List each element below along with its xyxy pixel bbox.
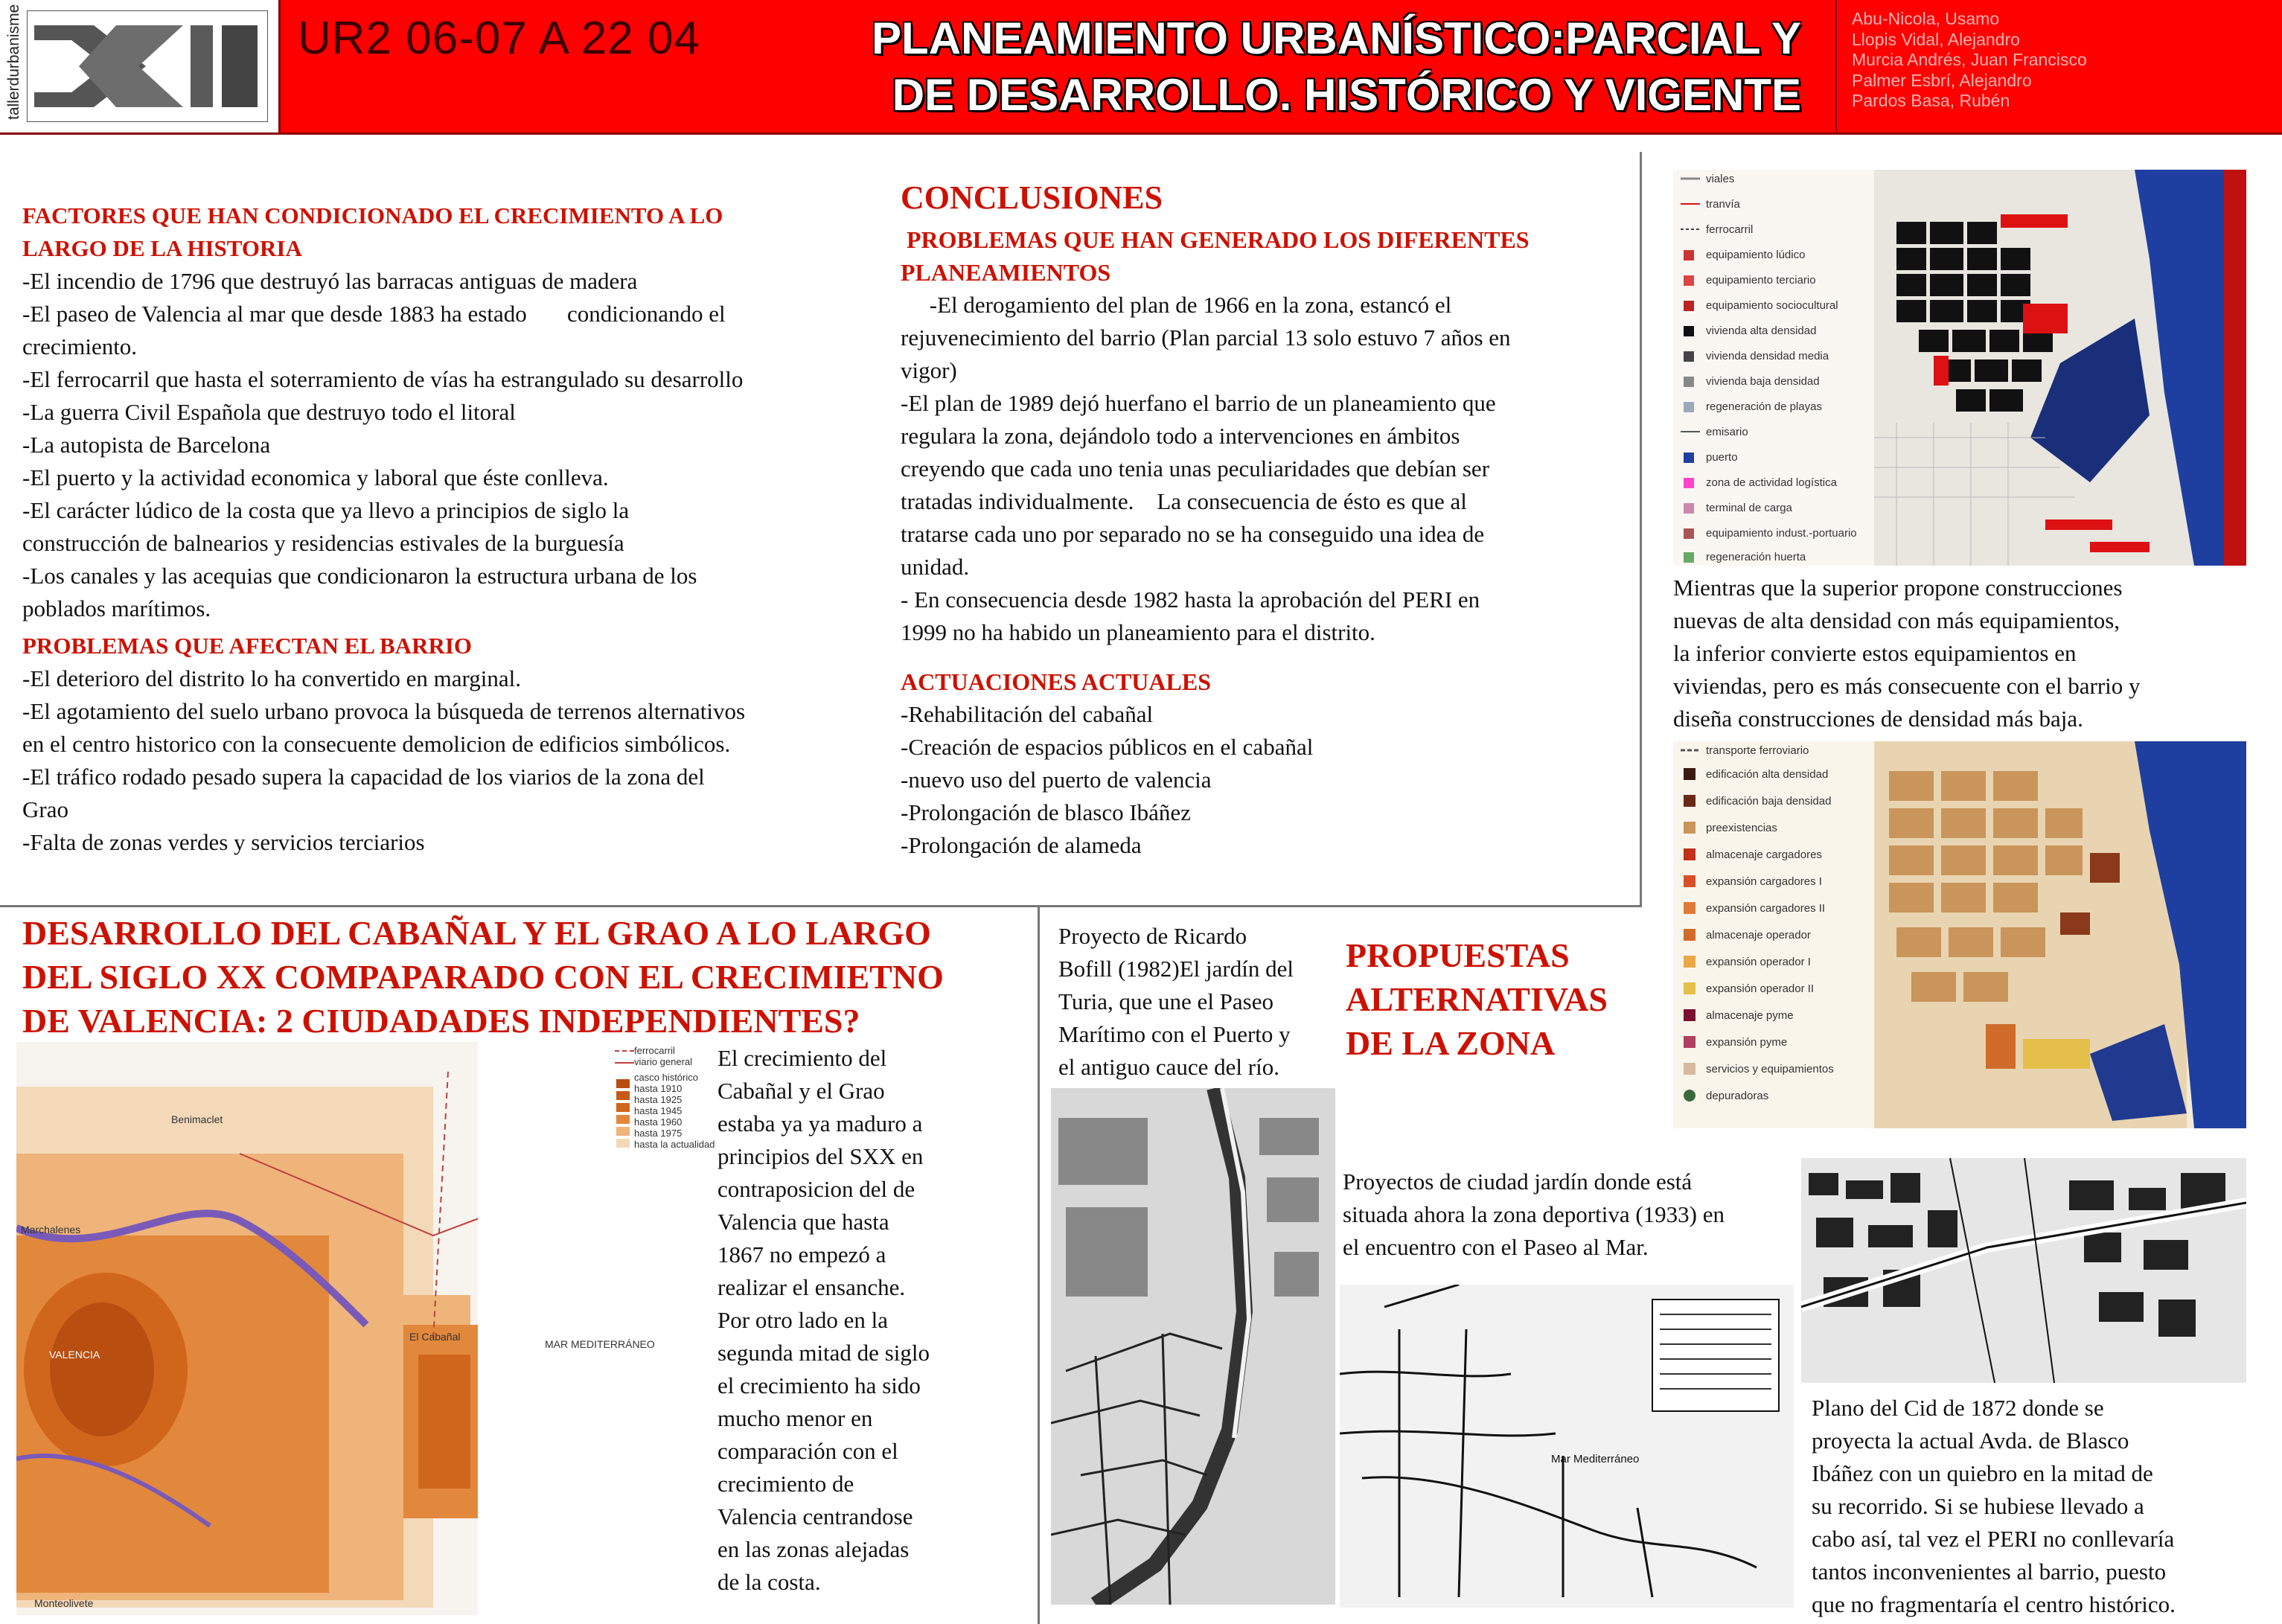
conclusiones-subheading [901,223,1637,289]
text-line: Por otro lado en la [717,1307,889,1333]
legend-label: expansión operador I [1706,956,1811,968]
caption-line: situada ahora la zona deportiva (1933) en [1343,1201,1725,1227]
list-item: -El tráfico rodado pesado supera la capacidad de los viarios de la zona del [22,764,705,790]
text-line: de la costa. [717,1569,821,1595]
author: Llopis Vidal, Alejandro [1852,29,2020,49]
caption-line: viviendas, pero es más consecuente con el barrio y [1673,673,2141,699]
conclusiones-heading: CONCLUSIONES [901,179,1163,216]
caption-line: Ibáñez con un quiebro en la mitad de [1812,1460,2153,1486]
legend-label: almacenaje operador [1706,929,1811,942]
authors-list [1852,9,2087,112]
conclusiones-subheading-line-2: PLANEAMIENTOS [901,259,1111,286]
legend-label: regeneración de playas [1706,400,1822,413]
legend-label: hasta 1910 [634,1083,683,1094]
legend-label: tranvía [1706,198,1740,211]
legend-label: transporte ferroviario [1706,744,1809,757]
list-item: -Falta de zonas verdes y servicios terciarios [22,829,425,855]
conclusiones-subheading-line-1: PROBLEMAS QUE HAN GENERADO LOS DIFERENTES [901,226,1530,253]
text-line: comparación con el [717,1438,898,1464]
list-item: - En consecuencia desde 1982 hasta la aprobación del PERI en [901,586,1480,613]
list-item: -El paseo de Valencia al mar que desde 1883 ha estado condicionando el [22,301,726,327]
caption-line: Proyecto de Ricardo [1058,923,1247,949]
legend-label: puerto [1706,451,1738,464]
text-line: contraposicion del de [717,1176,915,1202]
conclusiones-list [901,289,1637,649]
legend-label: hasta 1975 [634,1128,683,1139]
text-line: crecimiento de [717,1471,854,1497]
text-line: Valencia centrandose [717,1503,913,1529]
text-line: principios del SXX en [717,1143,924,1169]
list-item: rejuvenecimiento del barrio (Plan parcial 13 solo estuvo 7 años en [901,325,1511,351]
caption-line: la inferior convierte estos equipamientos en [1673,640,2077,666]
factores-section [22,199,893,859]
legend-label: equipamiento indust.-portuario [1706,527,1857,540]
factores-heading [22,199,893,265]
text-line: mucho menor en [717,1405,873,1431]
cid-caption [1812,1392,2258,1621]
propuestas-heading-line: ALTERNATIVAS [1346,980,1608,1018]
list-item: -El deterioro del distrito lo ha convertido en marginal. [22,665,522,691]
legend-label: expansión cargadores II [1706,902,1826,915]
legend-label: hasta 1945 [634,1105,683,1116]
list-item: tratarse cada uno por separado no se ha conseguido una idea de [901,521,1485,547]
legend-label: expansión cargadores I [1706,875,1822,888]
logo-side-text: tallerdurbanisme [5,4,22,120]
factores-list [22,265,893,625]
legend-label: zona de actividad logística [1706,476,1837,489]
map-label-mar: Mar Mediterráneo [1551,1453,1640,1465]
legend-label: servicios y equipamientos [1706,1063,1834,1075]
legend-label: viales [1706,173,1735,185]
page-title [871,10,1801,130]
caption-line: proyecta la actual Avda. de Blasco [1812,1428,2129,1454]
desarrollo-heading-line: DESARROLLO DEL CABAÑAL Y EL GRAO A LO LARGO [22,914,931,952]
actuaciones-heading: ACTUACIONES ACTUALES [901,668,1211,695]
growth-map-legend [634,1045,715,1150]
map-label-mar: MAR MEDITERRÁNEO [545,1338,655,1350]
list-item: 1999 no ha habido un planeamiento para el distrito. [901,619,1375,645]
list-item: -El derogamiento del plan de 1966 en la zona, estancó el [901,292,1452,318]
text-line: estaba ya ya maduro a [717,1110,923,1137]
ciudad-jardin-plan-drawing [1340,1285,1794,1608]
map-comparison-caption [1673,572,2269,735]
authors-box [1835,0,2282,132]
growth-map [16,1042,717,1615]
caption-line: tantos inconvenientes al barrio, puesto [1812,1559,2167,1585]
text-line: segunda mitad de siglo [717,1340,930,1366]
legend-label: edificación alta densidad [1706,768,1829,781]
legend-label: preexistencias [1706,822,1777,834]
page-title-line-1: PLANEAMIENTO URBANÍSTICO:PARCIAL Y [872,13,1801,63]
horizontal-divider [0,905,1642,907]
desarrollo-heading-line: DE VALENCIA: 2 CIUDADADES INDEPENDIENTES? [22,1002,860,1040]
text-line: Cabañal y el Grao [717,1078,885,1104]
problemas-barrio-heading: PROBLEMAS QUE AFECTAN EL BARRIO [22,633,473,659]
list-item: unidad. [901,554,970,580]
list-item: -nuevo uso del puerto de valencia [901,767,1212,793]
desarrollo-heading [22,911,1035,1043]
legend-label: expansión pyme [1706,1036,1788,1049]
caption-line: cabo así, tal vez el PERI no conllevaría [1812,1526,2175,1552]
caption-line: Turia, que une el Paseo [1058,988,1274,1014]
bofill-plan [1051,1088,1335,1605]
vertical-divider-lower [1038,905,1040,1624]
list-item: -Prolongación de blasco Ibáñez [901,799,1191,825]
author: Palmer Esbrí, Alejandro [1852,70,2032,90]
propuestas-heading-line: DE LA ZONA [1346,1024,1556,1062]
list-item: -El agotamiento del suelo urbano provoca la búsqueda de terrenos alternativos [22,698,746,724]
legend-label: ferrocarril [634,1045,675,1056]
caption-line: el encuentro con el Paseo al Mar. [1343,1234,1649,1260]
map-label-monteolivete: Monteolivete [34,1597,94,1609]
legend-label: terminal de carga [1706,502,1792,514]
growth-map-drawing [16,1042,717,1615]
list-item: tratadas individualmente. La consecuencia de ésto es que al [901,488,1467,514]
caption-line: que no fragmentaría el centro histórico. [1812,1591,2176,1617]
list-item: -El plan de 1989 dejó huerfano el barrio de un planeamiento que [901,390,1496,416]
list-item: -La guerra Civil Española que destruyo todo el litoral [22,399,516,425]
list-item: -Prolongación de alameda [901,832,1142,858]
actuaciones-list [901,698,1637,862]
list-item: -El incendio de 1796 que destruyó las barracas antiguas de madera [22,268,638,294]
cid-plan [1801,1158,2246,1383]
list-item: creyendo que cada uno tenia unas peculiaridades que debían ser [901,455,1490,482]
map-label-benimaclet: Benimaclet [171,1113,223,1125]
xci-logo-mark [27,10,268,122]
text-line: en las zonas alejadas [717,1536,910,1562]
cid-plan-drawing [1801,1158,2246,1383]
list-item: Grao [22,796,68,822]
legend-label: equipamiento lúdico [1706,249,1806,261]
list-item: -Los canales y las acequias que condicionaron la estructura urbana de los [22,563,697,589]
legend-label: vivienda densidad media [1706,350,1829,362]
map-label-valencia: VALENCIA [49,1349,100,1361]
course-code: UR2 06-07 A 22 04 [298,13,700,64]
text-line: El crecimiento del [717,1045,887,1071]
list-item: -Rehabilitación del cabañal [901,701,1154,727]
legend-label: casco histórico [634,1072,698,1083]
legend-label: hasta 1925 [634,1094,683,1105]
ciudad-jardin-caption [1343,1166,1804,1264]
list-item: poblados marítimos. [22,595,211,621]
caption-line: Plano del Cid de 1872 donde se [1812,1395,2104,1421]
legend-label: hasta la actualidad [634,1139,715,1150]
list-item: crecimiento. [22,333,138,359]
map-label-marchalenes: Marchalenes [21,1224,81,1235]
plan-map-top [1673,170,2246,566]
author: Pardos Basa, Rubén [1852,91,2010,110]
header-bar [0,0,2282,135]
factores-heading-line-1: FACTORES QUE HAN CONDICIONADO EL CRECIMIENTO A LO [22,202,723,228]
caption-line: diseña construcciones de densidad más baja. [1673,706,2083,732]
factores-heading-line-2: LARGO DE LA HISTORIA [22,235,302,261]
caption-line: su recorrido. Si se hubiese llevado a [1812,1493,2144,1519]
list-item: construcción de balnearios y residencias estivales de la burguesía [22,530,624,556]
list-item: -El ferrocarril que hasta el soterramiento de vías ha estrangulado su desarrollo [22,366,744,392]
logo [0,0,281,132]
legend-label: hasta 1960 [634,1116,683,1128]
text-line: 1867 no empezó a [717,1241,886,1267]
ciudad-jardin-plan [1340,1285,1794,1608]
text-line: el crecimiento ha sido [717,1372,921,1398]
conclusiones-section [901,176,1637,862]
caption-line: Mientras que la superior propone construcciones [1673,575,2123,601]
list-item: vigor) [901,357,957,383]
author: Abu-Nicola, Usamo [1852,9,2000,28]
list-item: -La autopista de Barcelona [22,432,271,458]
caption-line: el antiguo cauce del río. [1058,1054,1279,1080]
legend-label: equipamiento sociocultural [1706,299,1838,312]
legend-label: equipamiento terciario [1706,274,1816,287]
list-item: -El carácter lúdico de la costa que ya llevo a principios de siglo la [22,497,630,523]
legend-label: emisario [1706,426,1748,438]
legend-label: depuradoras [1706,1090,1769,1102]
vertical-divider [1640,152,1642,907]
legend-label: almacenaje pyme [1706,1009,1794,1022]
problemas-barrio-list [22,662,893,859]
caption-line: Bofill (1982)El jardín del [1058,956,1294,982]
map-label-cabanal: El Cabañal [409,1331,461,1343]
author: Murcia Andrés, Juan Francisco [1852,50,2087,69]
legend-label: viario general [634,1056,693,1067]
legend-label: almacenaje cargadores [1706,848,1822,861]
page-title-line-2: DE DESARROLLO. HISTÓRICO Y VIGENTE [892,70,1801,120]
legend-label: regeneración huerta [1706,551,1806,563]
course-code-box [281,0,869,132]
plan-map-bottom [1673,741,2246,1128]
desarrollo-text [717,1042,1030,1599]
legend-label: vivienda alta densidad [1706,325,1817,337]
legend-label: ferrocarril [1706,223,1754,236]
propuestas-heading [1346,933,1658,1065]
list-item: regulara la zona, dejándolo todo a intervenciones en ámbitos [901,423,1460,449]
legend-label: edificación baja densidad [1706,795,1832,808]
propuestas-heading-line: PROPUESTAS [1346,936,1570,974]
bofill-caption [1058,920,1356,1084]
list-item: -Creación de espacios públicos en el cabañal [901,734,1314,760]
caption-line: Proyectos de ciudad jardín donde está [1343,1169,1693,1195]
text-line: Valencia que hasta [717,1209,889,1235]
legend-label: expansión operador II [1706,982,1815,995]
legend-label: vivienda baja densidad [1706,375,1820,388]
bofill-plan-drawing [1051,1088,1335,1605]
text-line: realizar el ensanche. [717,1274,906,1300]
desarrollo-heading-line: DEL SIGLO XX COMPAPARADO CON EL CRECIMIETNO [22,958,944,996]
caption-line: nuevas de alta densidad con más equipamientos, [1673,607,2120,633]
list-item: -El puerto y la actividad economica y laboral que éste conlleva. [22,464,609,490]
list-item: en el centro historico con la consecuente demolicion de edificios simbólicos. [22,731,731,757]
caption-line: Marítimo con el Puerto y [1058,1021,1291,1047]
